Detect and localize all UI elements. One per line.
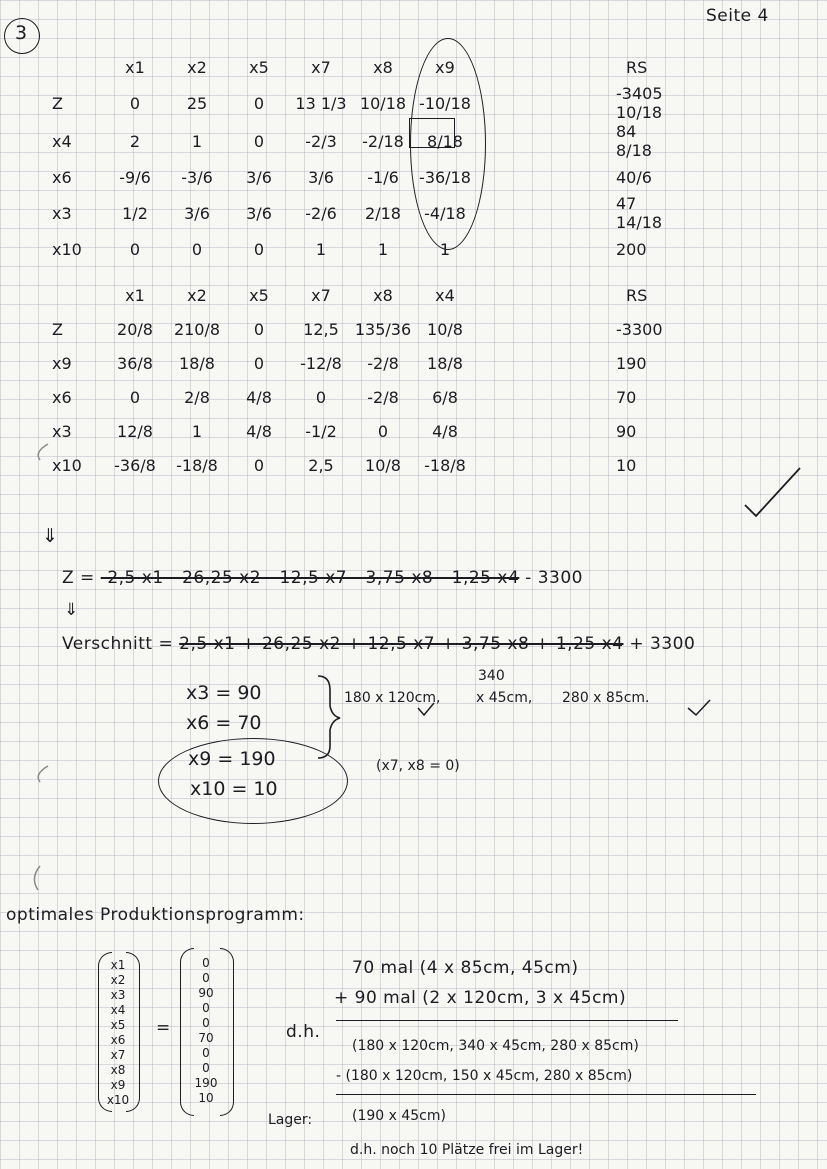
vector-value: 0 — [202, 956, 210, 970]
table-cell: 1 — [191, 131, 203, 151]
vector-label: x10 — [106, 1093, 130, 1107]
row-label: x6 — [52, 387, 72, 407]
row-label: x9 — [52, 353, 72, 373]
vector-value: 0 — [202, 1016, 210, 1030]
column-header: x7 — [311, 57, 331, 77]
table-cell: -1/2 — [305, 421, 337, 441]
column-header: x1 — [125, 285, 145, 305]
objective-line — [62, 568, 583, 588]
table-cell: 0 — [129, 93, 141, 113]
table-cell: -10/18 — [419, 93, 471, 113]
table-cell: 2,5 — [308, 455, 334, 475]
result-line-2: - (180 x 120cm, 150 x 45cm, 280 x 85cm) — [336, 1068, 633, 1084]
table-cell: 1 — [315, 239, 327, 259]
verschnitt-suffix: + 3300 — [629, 634, 696, 654]
column-header: x2 — [187, 57, 207, 77]
row-label: Z — [52, 93, 63, 113]
row-label: x6 — [52, 167, 72, 187]
vector-label: x1 — [110, 958, 126, 972]
vector-value: 0 — [202, 1046, 210, 1060]
table-cell: 18/8 — [179, 353, 215, 373]
column-header: x2 — [187, 285, 207, 305]
table-cell: -2/8 — [367, 353, 399, 373]
table-cell: -4/18 — [424, 203, 466, 223]
rs-cell: 70 — [616, 387, 637, 407]
implication-arrow: ⇓ — [42, 525, 58, 547]
table-cell: 2 — [129, 131, 141, 151]
brace-text-b: x 45cm, — [476, 690, 533, 706]
column-header: x5 — [249, 57, 269, 77]
table-cell: 0 — [253, 319, 265, 339]
verschnitt-prefix: Verschnitt = — [62, 634, 174, 654]
table-cell: -12/8 — [300, 353, 342, 373]
table-cell: 12/8 — [117, 421, 153, 441]
table-cell: 0 — [129, 239, 141, 259]
hole-punch-arc-icon — [34, 866, 40, 890]
vector-value: 0 — [202, 1001, 210, 1015]
pivot-cell: 8/18 — [427, 131, 463, 151]
rs-cell: 200 — [616, 239, 647, 259]
hole-punch-arc-icon — [38, 766, 48, 782]
implication-arrow-2: ⇓ — [64, 600, 79, 620]
objective-struck-terms: -2,5 x1 - 26,25 x2 - 12,5 x7 - 3,75 x8 - 1,25 x4 — [100, 568, 520, 588]
rs-cell: 84 8/18 — [616, 122, 652, 160]
vector-label: x6 — [110, 1033, 126, 1047]
value-vector — [186, 956, 226, 1106]
result-line-1: (180 x 120cm, 340 x 45cm, 280 x 85cm) — [352, 1038, 639, 1054]
rs-cell: -3405 10/18 — [616, 84, 663, 122]
table-cell: 0 — [129, 387, 141, 407]
table-cell: 3/6 — [184, 203, 210, 223]
zero-variables-note: (x7, x8 = 0) — [376, 758, 460, 774]
objective-prefix: Z = — [62, 568, 95, 588]
column-header: x8 — [373, 285, 393, 305]
table-cell: 10/18 — [359, 93, 407, 113]
table-cell: -3/6 — [181, 167, 213, 187]
rs-header: RS — [626, 285, 648, 305]
vector-label: x7 — [110, 1048, 126, 1062]
rs-cell: 47 14/18 — [616, 194, 663, 232]
column-header: x1 — [125, 57, 145, 77]
table-cell: 0 — [191, 239, 203, 259]
dh-label: d.h. — [286, 1022, 321, 1042]
closing-statement: d.h. noch 10 Plätze frei im Lager! — [350, 1142, 584, 1158]
column-header: x9 — [435, 57, 455, 77]
table-cell: 1/2 — [122, 203, 148, 223]
lager-value: (190 x 45cm) — [352, 1108, 446, 1124]
brace-text-a: 180 x 120cm, — [344, 690, 441, 706]
row-label: x3 — [52, 203, 72, 223]
table-cell: -1/6 — [367, 167, 399, 187]
brace-text-b-over: 340 — [478, 668, 505, 684]
vector-value: 10 — [198, 1091, 214, 1105]
verschnitt-struck-terms: 2,5 x1 + 26,25 x2 + 12,5 x7 + 3,75 x8 + 1,25 x4 — [179, 634, 624, 654]
sum-rule — [336, 1020, 678, 1021]
table-cell: -2/3 — [305, 131, 337, 151]
table-cell: 3/6 — [246, 167, 272, 187]
column-header: x4 — [435, 285, 455, 305]
table-cell: 0 — [377, 421, 389, 441]
row-label: x3 — [52, 421, 72, 441]
page-number: 3 — [15, 22, 28, 44]
table-cell: 1 — [377, 239, 389, 259]
rs-cell: 90 — [616, 421, 637, 441]
hole-punch-arc-icon — [38, 444, 48, 460]
rs-cell: 190 — [616, 353, 647, 373]
table-cell: -36/8 — [114, 455, 156, 475]
row-label: x10 — [52, 455, 82, 475]
table-cell: 2/8 — [184, 387, 210, 407]
table-cell: 4/8 — [246, 387, 272, 407]
brace-icon — [318, 676, 340, 758]
vector-label: x4 — [110, 1003, 126, 1017]
solution-x10: x10 = 10 — [190, 778, 278, 800]
table-cell: 6/8 — [432, 387, 458, 407]
vector-label: x2 — [110, 973, 126, 987]
objective-suffix: - 3300 — [525, 568, 583, 588]
checkmark-icon — [745, 468, 800, 516]
table-cell: 12,5 — [303, 319, 339, 339]
table-cell: 25 — [186, 93, 208, 113]
brace-text-c: 280 x 85cm. — [562, 690, 650, 706]
table-cell: 4/8 — [246, 421, 272, 441]
table-cell: 0 — [315, 387, 327, 407]
table-cell: -9/6 — [119, 167, 151, 187]
page-label: Seite 4 — [706, 6, 769, 26]
vector-value: 0 — [202, 1061, 210, 1075]
table-cell: 0 — [253, 455, 265, 475]
table-cell: 0 — [253, 131, 265, 151]
table-cell: 1 — [439, 239, 451, 259]
vector-value: 190 — [194, 1076, 218, 1090]
table-cell: 10/8 — [427, 319, 463, 339]
table-cell: 3/6 — [246, 203, 272, 223]
table-cell: 20/8 — [117, 319, 153, 339]
verschnitt-line — [62, 634, 695, 654]
pattern-line-1: 70 mal (4 x 85cm, 45cm) — [352, 958, 579, 978]
solution-x6: x6 = 70 — [186, 712, 262, 734]
table-cell: 3/6 — [308, 167, 334, 187]
table-cell: 0 — [253, 93, 265, 113]
table-cell: -2/6 — [305, 203, 337, 223]
solution-x9: x9 = 190 — [188, 748, 276, 770]
basis-solution-oval — [158, 738, 348, 824]
column-header: x7 — [311, 285, 331, 305]
row-label: x4 — [52, 131, 72, 151]
rs-cell: 40/6 — [616, 167, 652, 187]
table-cell: 210/8 — [173, 319, 221, 339]
column-header: x5 — [249, 285, 269, 305]
vector-value: 90 — [198, 986, 214, 1000]
vector-value: 0 — [202, 971, 210, 985]
table-cell: 18/8 — [427, 353, 463, 373]
table-cell: 13 1/3 — [295, 93, 347, 113]
vector-label: x5 — [110, 1018, 126, 1032]
table-cell: 1 — [191, 421, 203, 441]
rs-header: RS — [626, 57, 648, 77]
table-cell: -2/18 — [362, 131, 404, 151]
solution-x3: x3 = 90 — [186, 682, 262, 704]
result-rule — [336, 1094, 756, 1095]
table-cell: -2/8 — [367, 387, 399, 407]
table-cell: -18/8 — [424, 455, 466, 475]
vector-equals: = — [156, 1018, 171, 1038]
row-label: x10 — [52, 239, 82, 259]
lager-label: Lager: — [268, 1112, 313, 1128]
rs-cell: -3300 — [616, 319, 663, 339]
column-header: x8 — [373, 57, 393, 77]
pattern-line-2: + 90 mal (2 x 120cm, 3 x 45cm) — [334, 988, 627, 1008]
table-cell: 0 — [253, 239, 265, 259]
table-cell: 10/8 — [365, 455, 401, 475]
program-heading: optimales Produktionsprogramm: — [6, 905, 305, 925]
table-cell: -36/18 — [419, 167, 471, 187]
table-cell: 36/8 — [117, 353, 153, 373]
row-label: Z — [52, 319, 63, 339]
vector-label: x8 — [110, 1063, 126, 1077]
vector-value: 70 — [198, 1031, 214, 1045]
table-cell: 0 — [253, 353, 265, 373]
rs-cell: 10 — [616, 455, 637, 475]
checkmark-icon — [688, 700, 710, 715]
table-cell: 4/8 — [432, 421, 458, 441]
vector-label: x3 — [110, 988, 126, 1002]
variable-vector — [104, 958, 132, 1108]
table-cell: -18/8 — [176, 455, 218, 475]
table-cell: 135/36 — [354, 319, 412, 339]
vector-label: x9 — [110, 1078, 126, 1092]
table-cell: 2/18 — [365, 203, 401, 223]
